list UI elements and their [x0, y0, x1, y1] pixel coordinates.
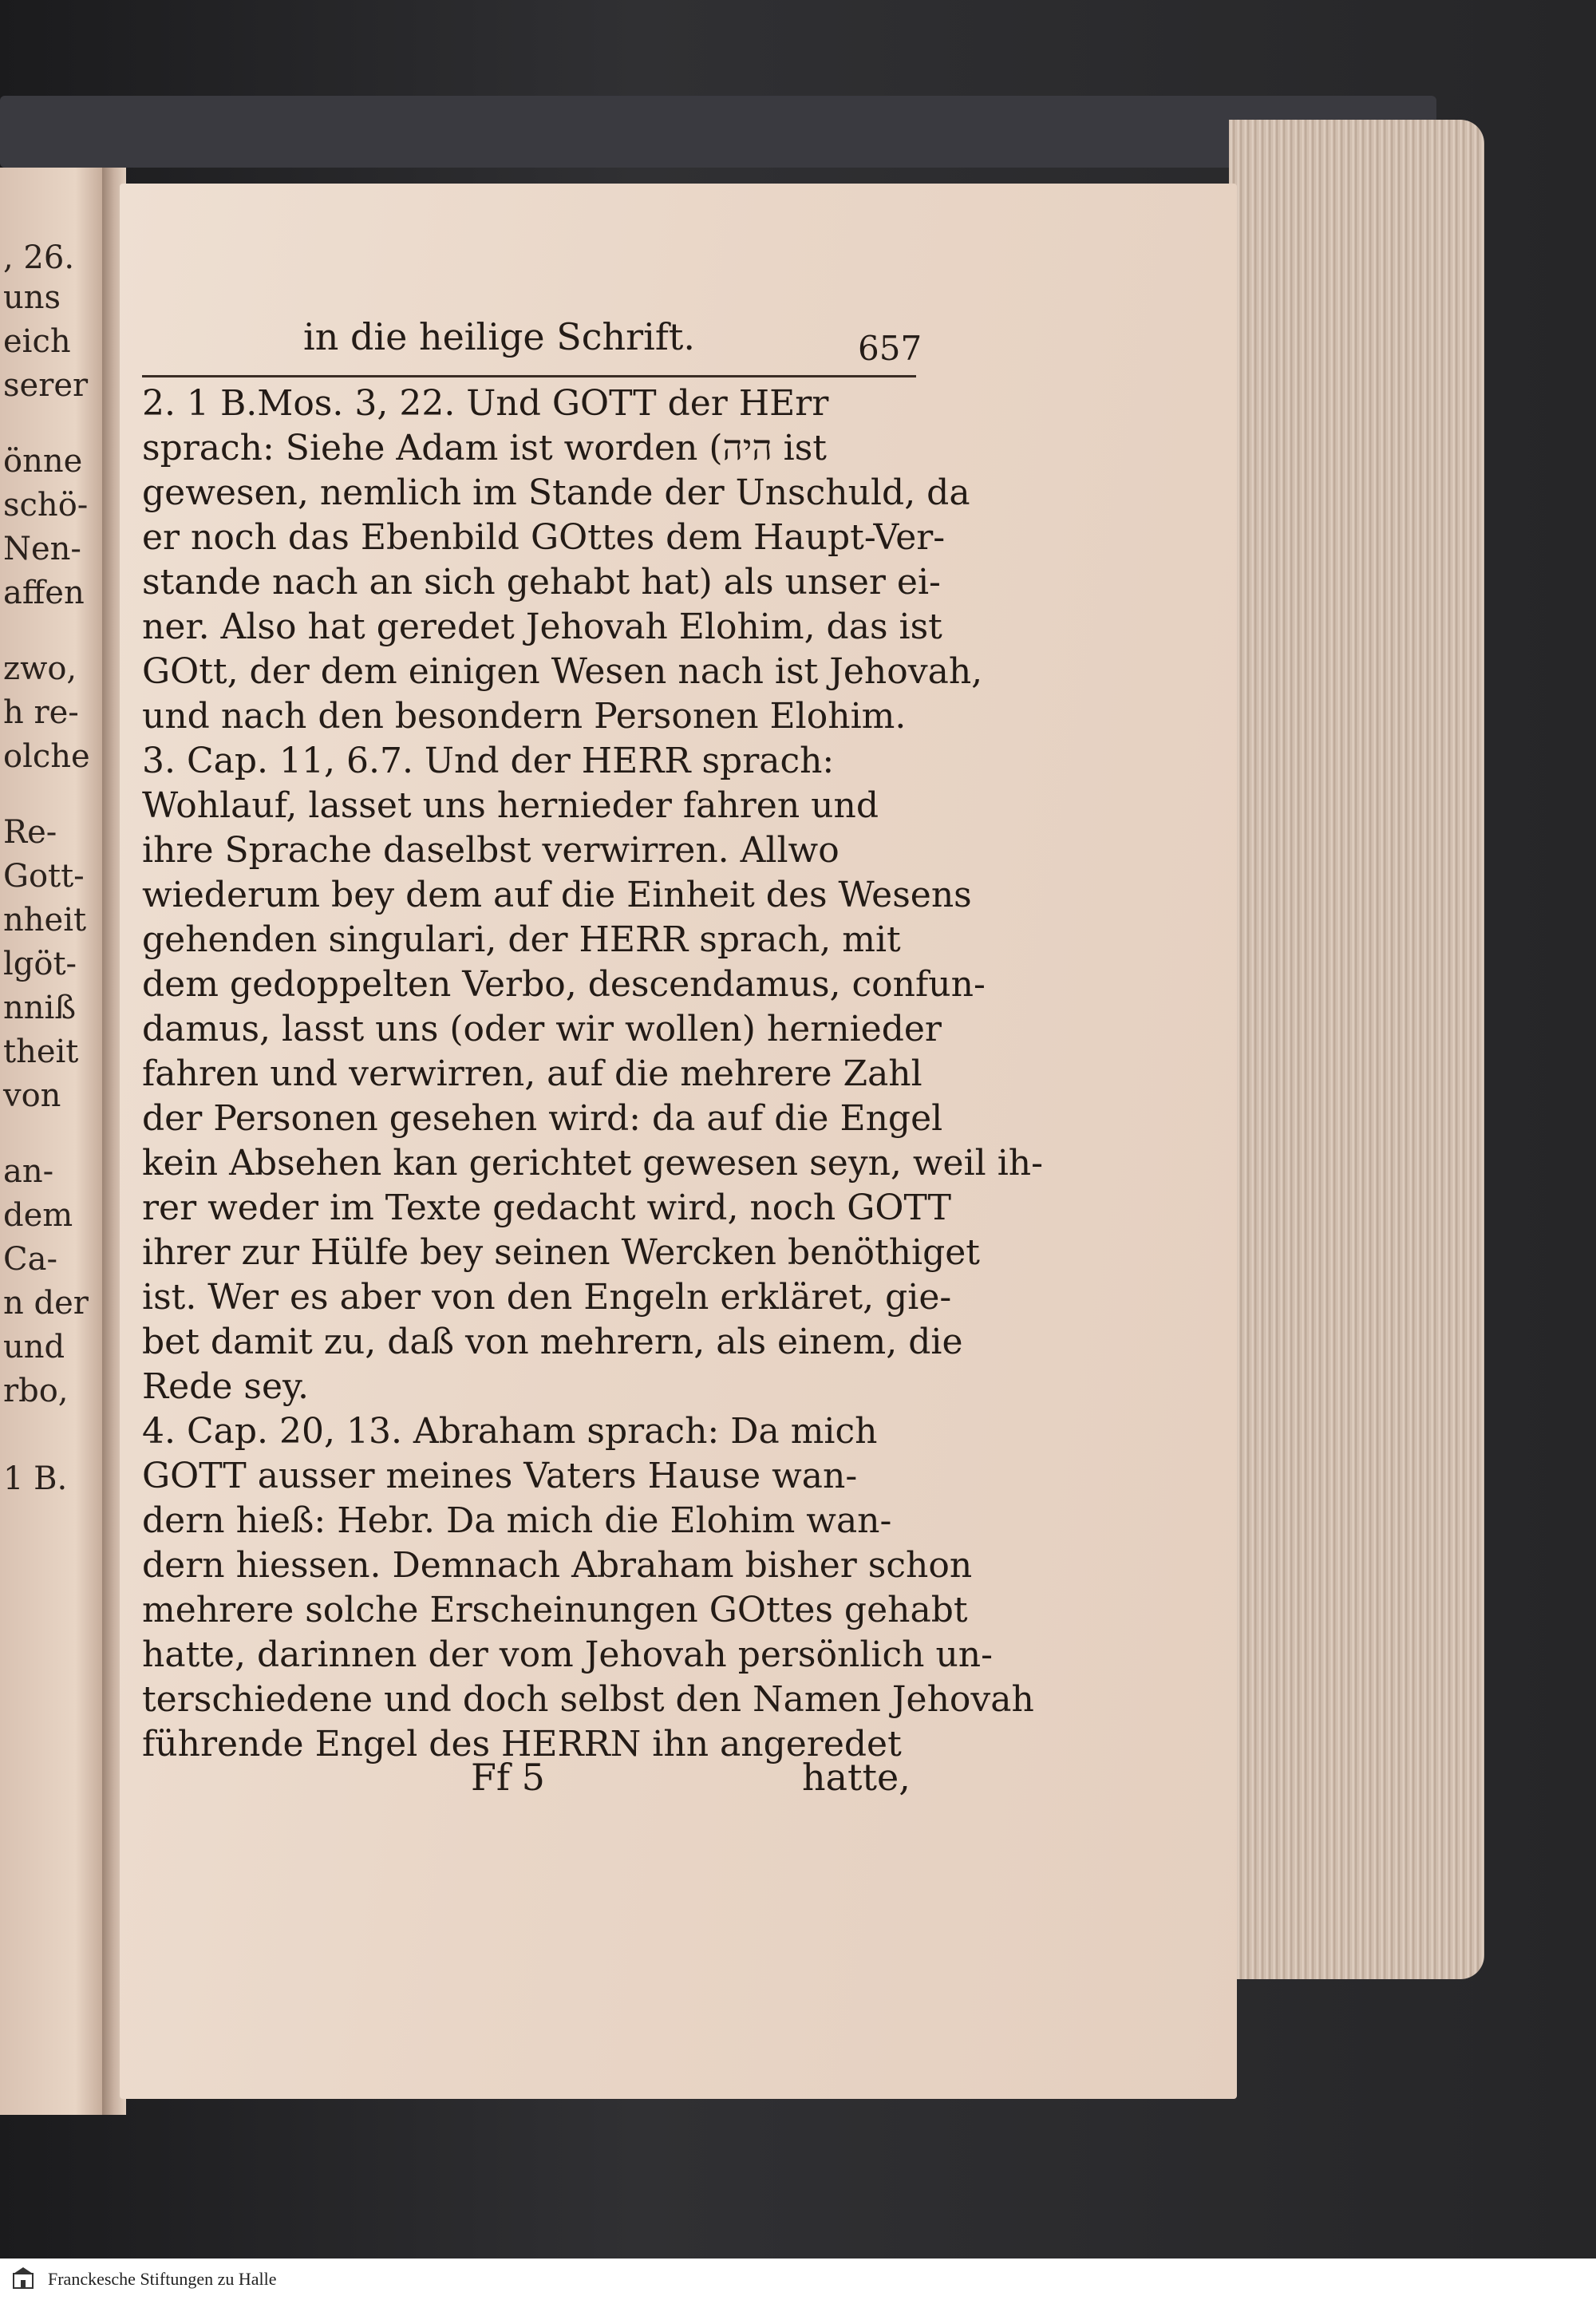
left-page-fragment: uns — [3, 279, 61, 316]
left-page — [0, 168, 108, 2115]
text-line: damus, lasst uns (oder wir wollen) hernieder — [142, 1009, 942, 1049]
text-line: dern hiessen. Demnach Abraham bisher schon — [142, 1545, 973, 1586]
text-line: GOTT ausser meines Vaters Hause wan- — [142, 1456, 858, 1496]
book-cover — [0, 96, 1436, 168]
text-line: Rede sey. — [142, 1366, 309, 1407]
footer-label: Franckesche Stiftungen zu Halle — [48, 2269, 277, 2289]
text-line: rer weder im Texte gedacht wird, noch GOTT — [142, 1188, 951, 1228]
left-page-fragment: 1 B. — [3, 1460, 68, 1497]
text-line: ihrer zur Hülfe bey seinen Wercken benöthiget — [142, 1232, 980, 1273]
institution-logo-icon — [8, 2264, 38, 2294]
text-line: 2. 1 B.Mos. 3, 22. Und GOTT der HErr — [142, 383, 829, 424]
text-line: führende Engel des HERRN ihn angeredet — [142, 1724, 902, 1765]
left-page-fragment: zwo, — [3, 650, 77, 687]
signature-mark: Ff 5 — [471, 1756, 545, 1799]
text-line: ihre Sprache daselbst verwirren. Allwo — [142, 830, 839, 871]
text-line: und nach den besondern Personen Elohim. — [142, 696, 907, 737]
text-line: bet damit zu, daß von mehrern, als einem, die — [142, 1322, 963, 1362]
text-line: terschiedene und doch selbst den Namen Jehovah — [142, 1679, 1034, 1720]
left-page-fragment: nniß — [3, 990, 77, 1026]
left-page-fragment: und — [3, 1329, 65, 1365]
text-line: gewesen, nemlich im Stande der Unschuld, da — [142, 472, 970, 513]
text-line: ner. Also hat geredet Jehovah Elohim, das ist — [142, 607, 942, 647]
left-page-fragment: , 26. — [3, 239, 75, 276]
text-line: mehrere solche Erscheinungen GOttes gehabt — [142, 1590, 968, 1630]
left-page-fragment: serer — [3, 367, 89, 404]
text-line: stande nach an sich gehabt hat) als unser ei- — [142, 562, 941, 603]
head-rule — [142, 375, 916, 377]
left-page-fragment: dem — [3, 1197, 73, 1234]
text-line: ist. Wer es aber von den Engeln erkläret, gie- — [142, 1277, 952, 1318]
left-page-fragment: Nen- — [3, 531, 81, 567]
text-line: GOtt, der dem einigen Wesen nach ist Jehovah, — [142, 651, 983, 692]
text-line: dern hieß: Hebr. Da mich die Elohim wan- — [142, 1500, 892, 1541]
left-page-fragment: an- — [3, 1153, 54, 1190]
left-page-fragment: n der — [3, 1285, 89, 1322]
text-line: wiederum bey dem auf die Einheit des Wesens — [142, 875, 972, 915]
text-line: er noch das Ebenbild GOttes dem Haupt-Ver- — [142, 517, 946, 558]
page-edges — [1229, 120, 1484, 1979]
running-head: in die heilige Schrift. — [303, 315, 695, 358]
text-line: sprach: Siehe Adam ist worden (היה ist — [142, 428, 827, 468]
page-number: 657 — [858, 329, 922, 368]
text-line: der Personen gesehen wird: da auf die Engel — [142, 1098, 943, 1139]
text-line: gehenden singulari, der HERR sprach, mit — [142, 919, 901, 960]
left-page-fragment: olche — [3, 738, 90, 775]
left-page-fragment: Ca- — [3, 1241, 57, 1278]
left-page-fragment: önne — [3, 443, 83, 480]
left-page-fragment: theit — [3, 1033, 79, 1070]
left-page-fragment: lgöt- — [3, 946, 77, 982]
left-page-fragment: Gott- — [3, 858, 85, 895]
left-page-fragment: eich — [3, 323, 71, 360]
text-line: dem gedoppelten Verbo, descendamus, confun- — [142, 964, 986, 1005]
left-page-fragment: h re- — [3, 694, 79, 731]
footer-bar — [0, 2259, 1596, 2300]
text-line: 3. Cap. 11, 6.7. Und der HERR sprach: — [142, 741, 835, 781]
page-body — [142, 381, 1044, 1767]
left-page-fragment: nheit — [3, 902, 87, 939]
catchword: hatte, — [802, 1756, 911, 1799]
text-line: fahren und verwirren, auf die mehrere Zahl — [142, 1053, 922, 1094]
left-page-fragment: Re- — [3, 814, 57, 851]
text-line: 4. Cap. 20, 13. Abraham sprach: Da mich — [142, 1411, 878, 1452]
left-page-fragment: schö- — [3, 487, 89, 524]
left-page-fragment: von — [3, 1077, 61, 1114]
text-line: Wohlauf, lasset uns hernieder fahren und — [142, 785, 879, 826]
left-page-fragment: affen — [3, 575, 85, 611]
text-line: hatte, darinnen der vom Jehovah persönlich un- — [142, 1634, 993, 1675]
text-line: kein Absehen kan gerichtet gewesen seyn, weil ih- — [142, 1143, 1044, 1184]
left-page-fragment: rbo, — [3, 1373, 69, 1409]
